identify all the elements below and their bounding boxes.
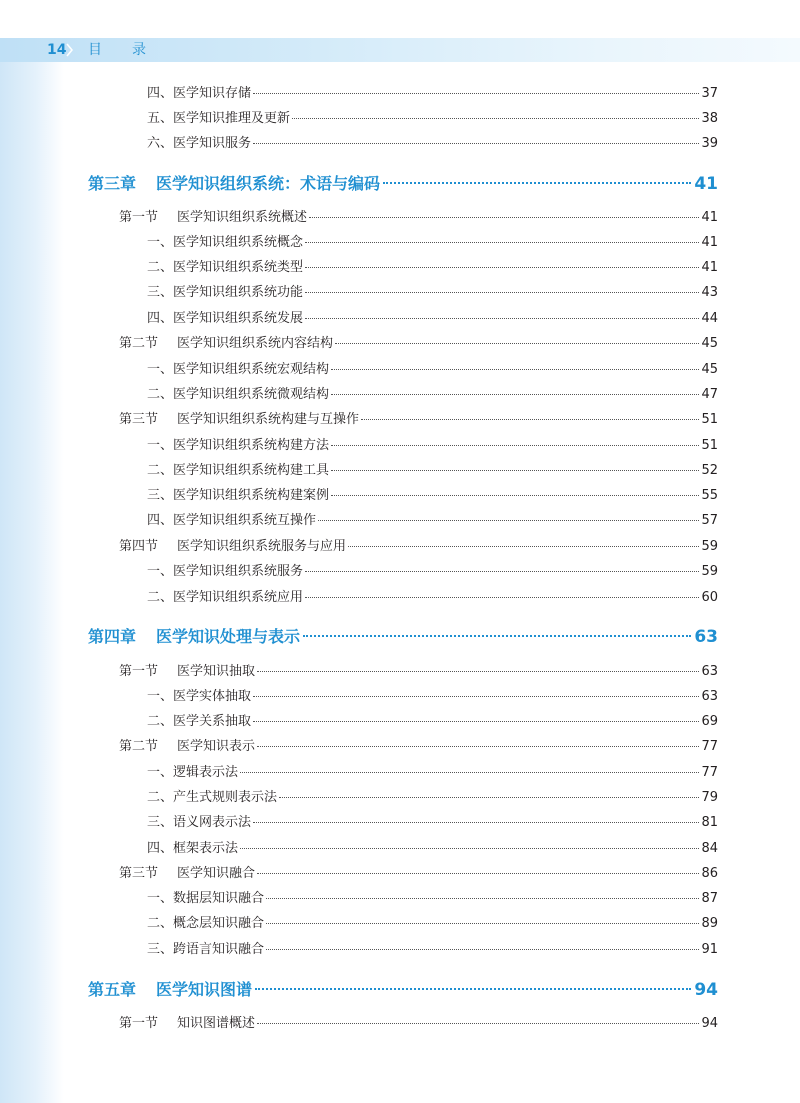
toc-entry-title: 医学知识组织系统服务与应用 (177, 539, 347, 554)
toc-entry-title: 一、医学知识组织系统概念 (147, 235, 304, 250)
toc-section-entry (119, 662, 718, 682)
toc-entry-title: 一、逻辑表示法 (147, 765, 239, 780)
toc-entry-label (119, 737, 255, 757)
toc-entry-label (147, 385, 329, 405)
dot-leader (279, 797, 699, 798)
toc-subsection-entry (147, 385, 718, 405)
toc-page-number: 69 (701, 714, 718, 729)
toc-subsection-entry (147, 109, 718, 129)
toc-entry-label (147, 687, 251, 707)
toc-subsection-entry (147, 511, 718, 531)
toc-entry-label (88, 172, 380, 196)
toc-page-number: 94 (701, 1016, 718, 1031)
toc-page-number: 77 (701, 739, 718, 754)
toc-subsection-entry (147, 134, 718, 154)
toc-page-number: 51 (701, 438, 718, 453)
toc-page-number: 86 (701, 866, 718, 881)
dot-leader (253, 696, 699, 697)
dot-leader (257, 1023, 699, 1024)
dot-leader (335, 343, 699, 344)
toc-entry-label (147, 839, 238, 859)
toc-page-number: 81 (701, 815, 718, 830)
dot-leader (266, 949, 699, 950)
toc-page-number: 77 (701, 765, 718, 780)
dot-leader (305, 292, 699, 293)
toc-page-number: 60 (701, 590, 718, 605)
toc-entry-title: 医学知识组织系统内容结构 (177, 336, 334, 351)
toc-entry-label (147, 940, 264, 960)
dot-leader (240, 848, 699, 849)
toc-entry-title: 二、概念层知识融合 (147, 916, 265, 931)
toc-entry-label (147, 109, 290, 129)
toc-entry-title: 医学知识组织系统概述 (177, 210, 308, 225)
toc-entry-title: 四、医学知识存储 (147, 86, 252, 101)
toc-subsection-entry (147, 233, 718, 253)
dot-leader (257, 671, 699, 672)
toc-entry-prefix: 第四节 (119, 539, 159, 554)
toc-subsection-entry (147, 914, 718, 934)
toc-entry-title: 四、医学知识组织系统发展 (147, 311, 304, 326)
toc-entry-label (119, 662, 255, 682)
toc-entry-label (147, 233, 303, 253)
toc-section-entry (119, 208, 718, 228)
toc-entry-label (147, 813, 251, 833)
toc-page-number: 41 (701, 210, 718, 225)
toc-subsection-entry (147, 258, 718, 278)
toc-subsection-entry (147, 687, 718, 707)
toc-page-number: 44 (701, 311, 718, 326)
toc-entry-title: 医学知识组织系统：术语与编码 (156, 174, 381, 193)
toc-entry-prefix: 第二节 (119, 336, 159, 351)
toc-page-number: 63 (694, 627, 718, 647)
toc-entry-title: 医学知识融合 (177, 866, 256, 881)
toc-page-number: 45 (701, 362, 718, 377)
toc-page-number: 87 (701, 891, 718, 906)
toc-entry-prefix: 第二节 (119, 739, 159, 754)
dot-leader (309, 217, 699, 218)
toc-page-number: 37 (701, 86, 718, 101)
toc-entry-label (119, 537, 346, 557)
toc-page-number: 59 (701, 564, 718, 579)
toc-entry-prefix: 第五章 (88, 980, 137, 999)
dot-leader (305, 267, 699, 268)
toc-entry-label (88, 978, 252, 1002)
dot-leader (305, 597, 699, 598)
dot-leader (266, 898, 699, 899)
toc-subsection-entry (147, 84, 718, 104)
toc-entry-label (147, 436, 329, 456)
toc-section-entry (119, 537, 718, 557)
toc-entry-label (147, 461, 329, 481)
toc-subsection-entry (147, 436, 718, 456)
toc-page-number: 89 (701, 916, 718, 931)
toc-entry-label (147, 562, 303, 582)
dot-leader (257, 746, 699, 747)
toc-entry-prefix: 第三节 (119, 866, 159, 881)
toc-subsection-entry (147, 562, 718, 582)
toc-entry-prefix: 第四章 (88, 627, 137, 646)
toc-page-number: 91 (701, 942, 718, 957)
toc-entry-title: 六、医学知识服务 (147, 136, 252, 151)
toc-entry-label (147, 712, 251, 732)
toc-entry-title: 一、医学知识组织系统服务 (147, 564, 304, 579)
toc-entry-title: 三、语义网表示法 (147, 815, 252, 830)
toc-entry-title: 五、医学知识推理及更新 (147, 111, 291, 126)
dot-leader (305, 571, 699, 572)
dot-leader (331, 470, 699, 471)
toc-page-number: 52 (701, 463, 718, 478)
toc-entry-title: 一、医学知识组织系统构建方法 (147, 438, 330, 453)
toc-subsection-entry (147, 360, 718, 380)
toc-section-entry (119, 1014, 718, 1034)
toc-entry-label (147, 511, 316, 531)
toc-page-number: 39 (701, 136, 718, 151)
toc-subsection-entry (147, 712, 718, 732)
toc-page-number: 47 (701, 387, 718, 402)
toc-page-number: 41 (694, 174, 718, 194)
dot-leader (331, 445, 699, 446)
toc-section-entry (119, 410, 718, 430)
toc-entry-prefix: 第三节 (119, 412, 159, 427)
dot-leader (253, 93, 699, 94)
toc-entry-title: 一、医学实体抽取 (147, 689, 252, 704)
dot-leader (331, 394, 699, 395)
dot-leader (361, 419, 699, 420)
toc-subsection-entry (147, 889, 718, 909)
toc-chapter-entry (88, 625, 718, 649)
toc-entry-label (147, 763, 238, 783)
toc-subsection-entry (147, 940, 718, 960)
toc-entry-label (147, 588, 303, 608)
toc-subsection-entry (147, 309, 718, 329)
toc-entry-title: 三、跨语言知识融合 (147, 942, 265, 957)
dot-leader (255, 988, 691, 990)
toc-page-number: 57 (701, 513, 718, 528)
toc-entry-prefix: 第一节 (119, 210, 159, 225)
toc-section-entry (119, 737, 718, 757)
toc-subsection-entry (147, 813, 718, 833)
toc-page-number: 63 (701, 689, 718, 704)
toc-subsection-entry (147, 461, 718, 481)
toc-section-entry (119, 334, 718, 354)
toc-page-number: 45 (701, 336, 718, 351)
toc-entry-title: 二、产生式规则表示法 (147, 790, 278, 805)
toc-entry-label (147, 84, 251, 104)
toc-entry-label (119, 1014, 255, 1034)
dot-leader (383, 182, 691, 184)
dot-leader (292, 118, 699, 119)
toc-entry-title: 二、医学知识组织系统类型 (147, 260, 304, 275)
header-title: 目录 (88, 42, 176, 58)
toc-entry-title: 四、医学知识组织系统互操作 (147, 513, 317, 528)
page-number: 14 (47, 42, 67, 58)
toc-page-number: 79 (701, 790, 718, 805)
toc-subsection-entry (147, 788, 718, 808)
dot-leader (253, 822, 699, 823)
toc-chapter-entry (88, 978, 718, 1002)
toc-entry-label (147, 309, 303, 329)
toc-page-number: 38 (701, 111, 718, 126)
toc-page-number: 55 (701, 488, 718, 503)
toc-page-number: 63 (701, 664, 718, 679)
toc-entry-title: 一、数据层知识融合 (147, 891, 265, 906)
toc-entry-title: 知识图谱概述 (177, 1016, 256, 1031)
toc-entry-label (147, 134, 251, 154)
toc-entry-prefix: 第三章 (88, 174, 137, 193)
toc-entry-title: 三、医学知识组织系统构建案例 (147, 488, 330, 503)
toc-page-number: 84 (701, 841, 718, 856)
toc-entry-title: 医学知识处理与表示 (156, 627, 301, 646)
toc-entry-label (147, 889, 264, 909)
toc-entry-label (119, 208, 307, 228)
toc-entry-label (119, 334, 333, 354)
toc-page-number: 41 (701, 260, 718, 275)
dot-leader (305, 242, 699, 243)
toc-entry-title: 医学知识组织系统构建与互操作 (177, 412, 360, 427)
toc-subsection-entry (147, 839, 718, 859)
dot-leader (257, 873, 699, 874)
toc-entry-label (147, 258, 303, 278)
toc-entry-title: 医学知识图谱 (156, 980, 253, 999)
dot-leader (318, 520, 699, 521)
toc-entry-label (147, 914, 264, 934)
toc-page-number: 51 (701, 412, 718, 427)
dot-leader (303, 635, 691, 637)
toc-entry-label (147, 788, 277, 808)
toc-entry-label (147, 283, 303, 303)
dot-leader (331, 495, 699, 496)
toc-subsection-entry (147, 486, 718, 506)
toc-entry-label (119, 864, 255, 884)
toc-subsection-entry (147, 763, 718, 783)
toc-page-number: 41 (701, 235, 718, 250)
toc-subsection-entry (147, 588, 718, 608)
toc-page-number: 43 (701, 285, 718, 300)
toc-chapter-entry (88, 172, 718, 196)
toc-entry-title: 三、医学知识组织系统功能 (147, 285, 304, 300)
dot-leader (348, 546, 699, 547)
toc-entry-title: 医学知识表示 (177, 739, 256, 754)
dot-leader (253, 143, 699, 144)
toc-entry-label (147, 360, 329, 380)
toc-entry-prefix: 第一节 (119, 664, 159, 679)
dot-leader (305, 318, 699, 319)
dot-leader (240, 772, 699, 773)
toc-entry-title: 二、医学知识组织系统构建工具 (147, 463, 330, 478)
toc-entry-title: 二、医学知识组织系统应用 (147, 590, 304, 605)
toc-entry-title: 二、医学知识组织系统微观结构 (147, 387, 330, 402)
toc-page-number: 94 (694, 980, 718, 1000)
toc-section-entry (119, 864, 718, 884)
toc-entry-label (119, 410, 359, 430)
toc-page-number: 59 (701, 539, 718, 554)
dot-leader (266, 923, 699, 924)
toc-entry-title: 四、框架表示法 (147, 841, 239, 856)
toc-entry-title: 一、医学知识组织系统宏观结构 (147, 362, 330, 377)
toc-subsection-entry (147, 283, 718, 303)
toc-entry-prefix: 第一节 (119, 1016, 159, 1031)
toc-entry-title: 二、医学关系抽取 (147, 714, 252, 729)
toc-entry-title: 医学知识抽取 (177, 664, 256, 679)
dot-leader (253, 721, 699, 722)
dot-leader (331, 369, 699, 370)
toc-entry-label (147, 486, 329, 506)
toc-entry-label (88, 625, 300, 649)
